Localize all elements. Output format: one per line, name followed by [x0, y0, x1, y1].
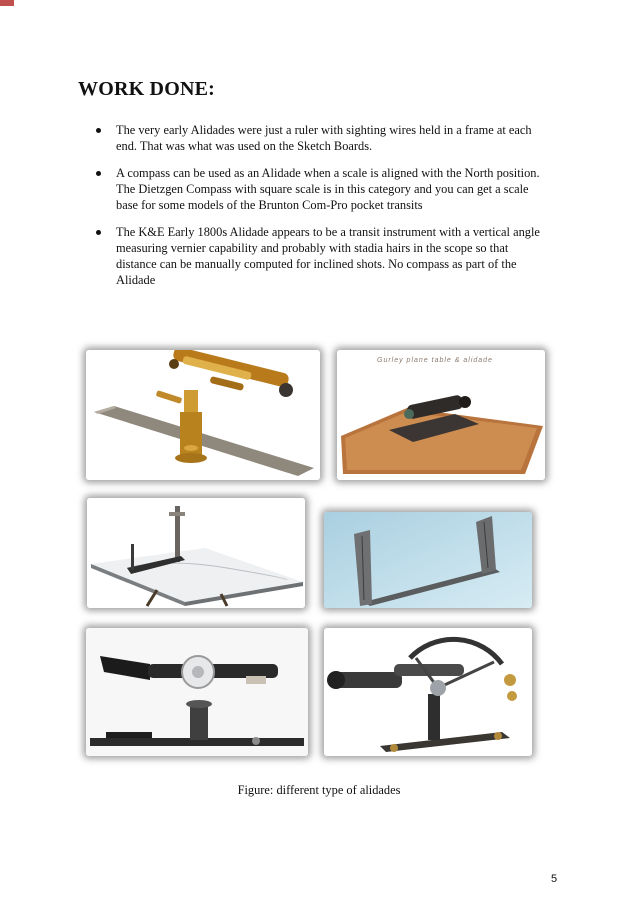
list-item [96, 224, 548, 288]
bullet-list [96, 122, 548, 299]
photo-gurley-plane-table [337, 350, 545, 480]
photo-telescope-compass-alidade [86, 628, 308, 756]
gurley-image-caption: Gurley plane table & alidade [377, 357, 493, 364]
folding-sight-illustration [324, 512, 532, 608]
list-item [96, 165, 548, 213]
page-number: 5 [551, 873, 558, 885]
gurley-plane-table-illustration [337, 350, 545, 480]
corner-accent-mark [0, 0, 14, 6]
sketch-board-illustration [87, 498, 305, 608]
vernier-arc-illustration [324, 628, 532, 756]
bullet-text: A compass can be used as an Alidade when a scale is aligned with the North position. The Dietzgen Compass with square scale is in this category and you can get a scale base for some models of the Brunton Com-Pro pocket transits [116, 166, 540, 212]
telescope-compass-illustration [86, 628, 308, 756]
photo-vernier-arc-alidade [324, 628, 532, 756]
figure-caption: Figure: different type of alidades [237, 783, 401, 797]
bullet-icon [96, 230, 101, 235]
section-heading: WORK DONE: [78, 78, 215, 100]
list-item [96, 122, 548, 154]
brass-alidade-illustration [86, 350, 320, 480]
bullet-text: The very early Alidades were just a ruler with sighting wires held in a frame at each end. That was what was used on the Sketch Boards. [116, 123, 532, 153]
photo-sketch-board-alidade [87, 498, 305, 608]
photo-folding-sight-alidade [324, 512, 532, 608]
bullet-icon [96, 171, 101, 176]
bullet-text: The K&E Early 1800s Alidade appears to be a transit instrument with a vertical angle measuring vernier capability and probably with stadia hairs in the scope so that distance can be manually computed for inclined shots. No compass as part of the Alidade [116, 225, 540, 287]
bullet-icon [96, 128, 101, 133]
photo-brass-telescope-alidade [86, 350, 320, 480]
